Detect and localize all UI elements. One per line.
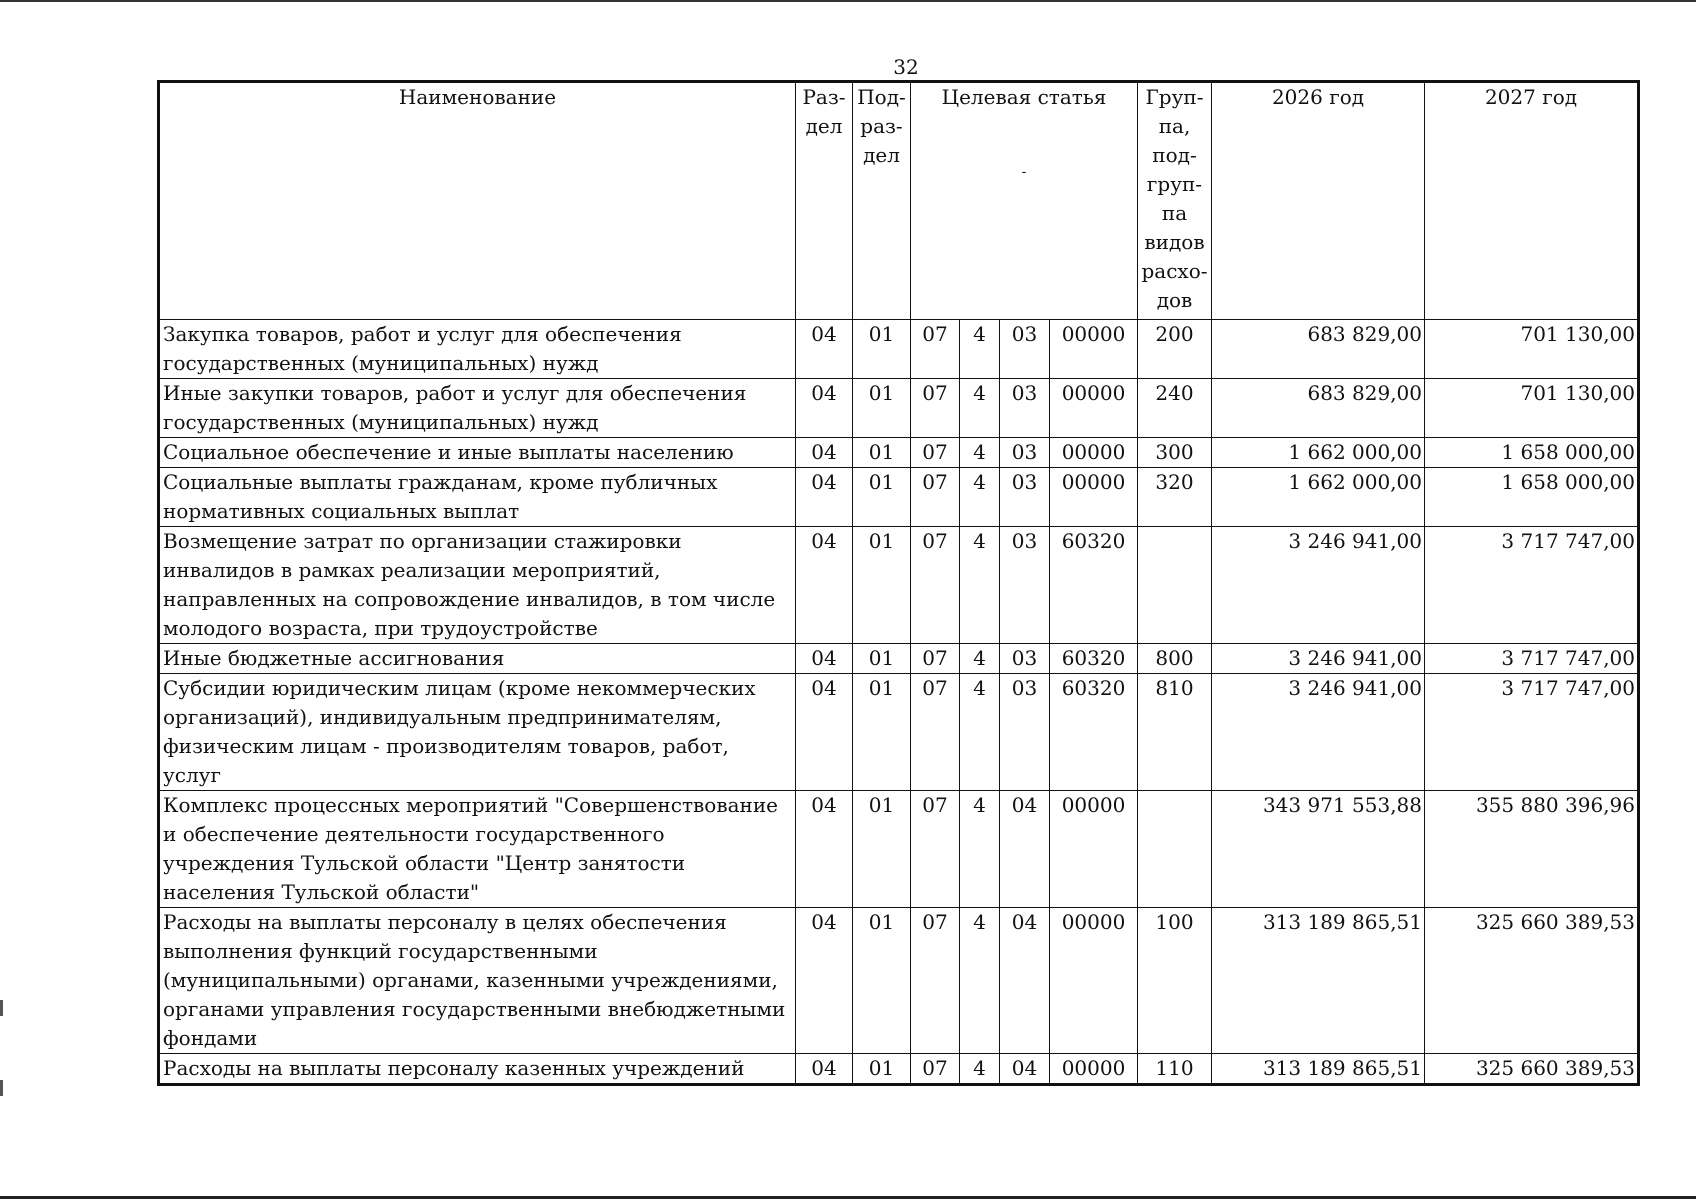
row-target-direction: 60320 xyxy=(1050,644,1138,674)
row-name: Иные закупки товаров, работ и услуг для обеспечения государственных (муниципальных) нужд xyxy=(159,379,796,438)
row-target-program: 07 xyxy=(911,644,960,674)
row-expense-group: 200 xyxy=(1138,320,1212,379)
row-target-complex: 03 xyxy=(1000,674,1050,791)
row-expense-group: 810 xyxy=(1138,674,1212,791)
scan-mark xyxy=(0,1080,3,1096)
table-row xyxy=(159,438,1639,468)
row-target-program: 07 xyxy=(911,527,960,644)
row-amount-2027: 3 717 747,00 xyxy=(1425,527,1639,644)
row-amount-2026: 1 662 000,00 xyxy=(1212,468,1425,527)
row-amount-2027: 325 660 389,53 xyxy=(1425,908,1639,1054)
row-amount-2026: 683 829,00 xyxy=(1212,320,1425,379)
row-amount-2026: 3 246 941,00 xyxy=(1212,674,1425,791)
header-year-2027: 2027 год xyxy=(1425,82,1639,320)
row-amount-2027: 1 658 000,00 xyxy=(1425,468,1639,527)
row-subsection: 01 xyxy=(853,908,911,1054)
row-section: 04 xyxy=(796,438,853,468)
row-amount-2027: 1 658 000,00 xyxy=(1425,438,1639,468)
row-target-complex: 03 xyxy=(1000,320,1050,379)
table-row xyxy=(159,468,1639,527)
row-target-direction: 00000 xyxy=(1050,438,1138,468)
table-row xyxy=(159,320,1639,379)
header-target-article: Целевая статья - xyxy=(911,82,1138,320)
row-subsection: 01 xyxy=(853,379,911,438)
row-target-direction: 60320 xyxy=(1050,674,1138,791)
row-amount-2026: 1 662 000,00 xyxy=(1212,438,1425,468)
row-expense-group: 300 xyxy=(1138,438,1212,468)
row-amount-2027: 325 660 389,53 xyxy=(1425,1054,1639,1085)
row-expense-group: 100 xyxy=(1138,908,1212,1054)
row-target-program: 07 xyxy=(911,438,960,468)
row-name: Субсидии юридическим лицам (кроме некоммерческих организаций), индивидуальным предпринимателям, физическим лицам - производителям товаров, работ, услуг xyxy=(159,674,796,791)
row-amount-2026: 683 829,00 xyxy=(1212,379,1425,438)
row-amount-2026: 343 971 553,88 xyxy=(1212,791,1425,908)
table-row xyxy=(159,674,1639,791)
table-row xyxy=(159,791,1639,908)
table-row xyxy=(159,527,1639,644)
row-section: 04 xyxy=(796,468,853,527)
row-subsection: 01 xyxy=(853,1054,911,1085)
row-target-program: 07 xyxy=(911,468,960,527)
row-target-direction: 60320 xyxy=(1050,527,1138,644)
row-target-complex: 03 xyxy=(1000,644,1050,674)
row-expense-group xyxy=(1138,527,1212,644)
row-target-program: 07 xyxy=(911,1054,960,1085)
table-row xyxy=(159,1054,1639,1085)
row-amount-2027: 3 717 747,00 xyxy=(1425,644,1639,674)
row-target-program: 07 xyxy=(911,908,960,1054)
row-target-complex: 04 xyxy=(1000,908,1050,1054)
row-subsection: 01 xyxy=(853,320,911,379)
row-target-program: 07 xyxy=(911,674,960,791)
row-target-program: 07 xyxy=(911,320,960,379)
row-name: Возмещение затрат по организации стажировки инвалидов в рамках реализации мероприятий, направленных на сопровождение инвалидов, в том числе молодого возраста, при трудоустройстве xyxy=(159,527,796,644)
row-name: Расходы на выплаты персоналу в целях обеспечения выполнения функций государственными (муниципальными) органами, казенными учреждениями, органами управления государственными внебюджетными фондами xyxy=(159,908,796,1054)
table-row xyxy=(159,644,1639,674)
header-expense-group: Груп- па, под- груп- па видов расхо- дов xyxy=(1138,82,1212,320)
row-section: 04 xyxy=(796,1054,853,1085)
row-target-type: 4 xyxy=(960,674,1000,791)
row-subsection: 01 xyxy=(853,527,911,644)
row-target-complex: 03 xyxy=(1000,438,1050,468)
row-expense-group: 320 xyxy=(1138,468,1212,527)
row-section: 04 xyxy=(796,527,853,644)
row-target-type: 4 xyxy=(960,908,1000,1054)
scan-edge-bottom xyxy=(0,1196,1696,1199)
row-target-direction: 00000 xyxy=(1050,791,1138,908)
budget-table xyxy=(157,80,1640,1086)
row-amount-2027: 3 717 747,00 xyxy=(1425,674,1639,791)
row-amount-2026: 3 246 941,00 xyxy=(1212,644,1425,674)
row-subsection: 01 xyxy=(853,644,911,674)
row-amount-2026: 313 189 865,51 xyxy=(1212,1054,1425,1085)
row-subsection: 01 xyxy=(853,674,911,791)
row-target-complex: 03 xyxy=(1000,468,1050,527)
row-name: Иные бюджетные ассигнования xyxy=(159,644,796,674)
header-section: Раз- дел xyxy=(796,82,853,320)
row-target-type: 4 xyxy=(960,438,1000,468)
row-name: Расходы на выплаты персоналу казенных учреждений xyxy=(159,1054,796,1085)
row-target-complex: 04 xyxy=(1000,1054,1050,1085)
header-target-article-mark: - xyxy=(1021,164,1027,180)
row-expense-group: 800 xyxy=(1138,644,1212,674)
table-row xyxy=(159,379,1639,438)
table-row xyxy=(159,908,1639,1054)
row-section: 04 xyxy=(796,674,853,791)
row-section: 04 xyxy=(796,644,853,674)
row-target-type: 4 xyxy=(960,320,1000,379)
row-target-type: 4 xyxy=(960,1054,1000,1085)
page-number: 32 xyxy=(893,55,919,79)
row-section: 04 xyxy=(796,379,853,438)
row-target-direction: 00000 xyxy=(1050,1054,1138,1085)
row-target-direction: 00000 xyxy=(1050,320,1138,379)
header-row xyxy=(159,82,1639,320)
row-amount-2027: 355 880 396,96 xyxy=(1425,791,1639,908)
header-name: Наименование xyxy=(159,82,796,320)
row-amount-2026: 3 246 941,00 xyxy=(1212,527,1425,644)
header-subsection: Под- раз- дел xyxy=(853,82,911,320)
row-expense-group: 240 xyxy=(1138,379,1212,438)
row-target-type: 4 xyxy=(960,527,1000,644)
row-target-type: 4 xyxy=(960,379,1000,438)
row-expense-group xyxy=(1138,791,1212,908)
row-section: 04 xyxy=(796,908,853,1054)
row-target-direction: 00000 xyxy=(1050,468,1138,527)
row-name: Закупка товаров, работ и услуг для обеспечения государственных (муниципальных) нужд xyxy=(159,320,796,379)
row-subsection: 01 xyxy=(853,468,911,527)
row-target-direction: 00000 xyxy=(1050,379,1138,438)
row-target-complex: 04 xyxy=(1000,791,1050,908)
row-subsection: 01 xyxy=(853,438,911,468)
row-section: 04 xyxy=(796,320,853,379)
scan-edge-top xyxy=(0,0,1696,2)
row-target-direction: 00000 xyxy=(1050,908,1138,1054)
row-amount-2027: 701 130,00 xyxy=(1425,379,1639,438)
row-name: Социальное обеспечение и иные выплаты населению xyxy=(159,438,796,468)
row-name: Социальные выплаты гражданам, кроме публичных нормативных социальных выплат xyxy=(159,468,796,527)
header-year-2026: 2026 год xyxy=(1212,82,1425,320)
row-target-complex: 03 xyxy=(1000,379,1050,438)
scan-mark xyxy=(0,1000,3,1016)
row-subsection: 01 xyxy=(853,791,911,908)
row-expense-group: 110 xyxy=(1138,1054,1212,1085)
row-target-program: 07 xyxy=(911,791,960,908)
row-amount-2026: 313 189 865,51 xyxy=(1212,908,1425,1054)
row-target-program: 07 xyxy=(911,379,960,438)
row-amount-2027: 701 130,00 xyxy=(1425,320,1639,379)
row-name: Комплекс процессных мероприятий "Совершенствование и обеспечение деятельности государственного учреждения Тульской области "Центр занятости населения Тульской области" xyxy=(159,791,796,908)
row-target-complex: 03 xyxy=(1000,527,1050,644)
row-target-type: 4 xyxy=(960,468,1000,527)
row-section: 04 xyxy=(796,791,853,908)
row-target-type: 4 xyxy=(960,644,1000,674)
row-target-type: 4 xyxy=(960,791,1000,908)
